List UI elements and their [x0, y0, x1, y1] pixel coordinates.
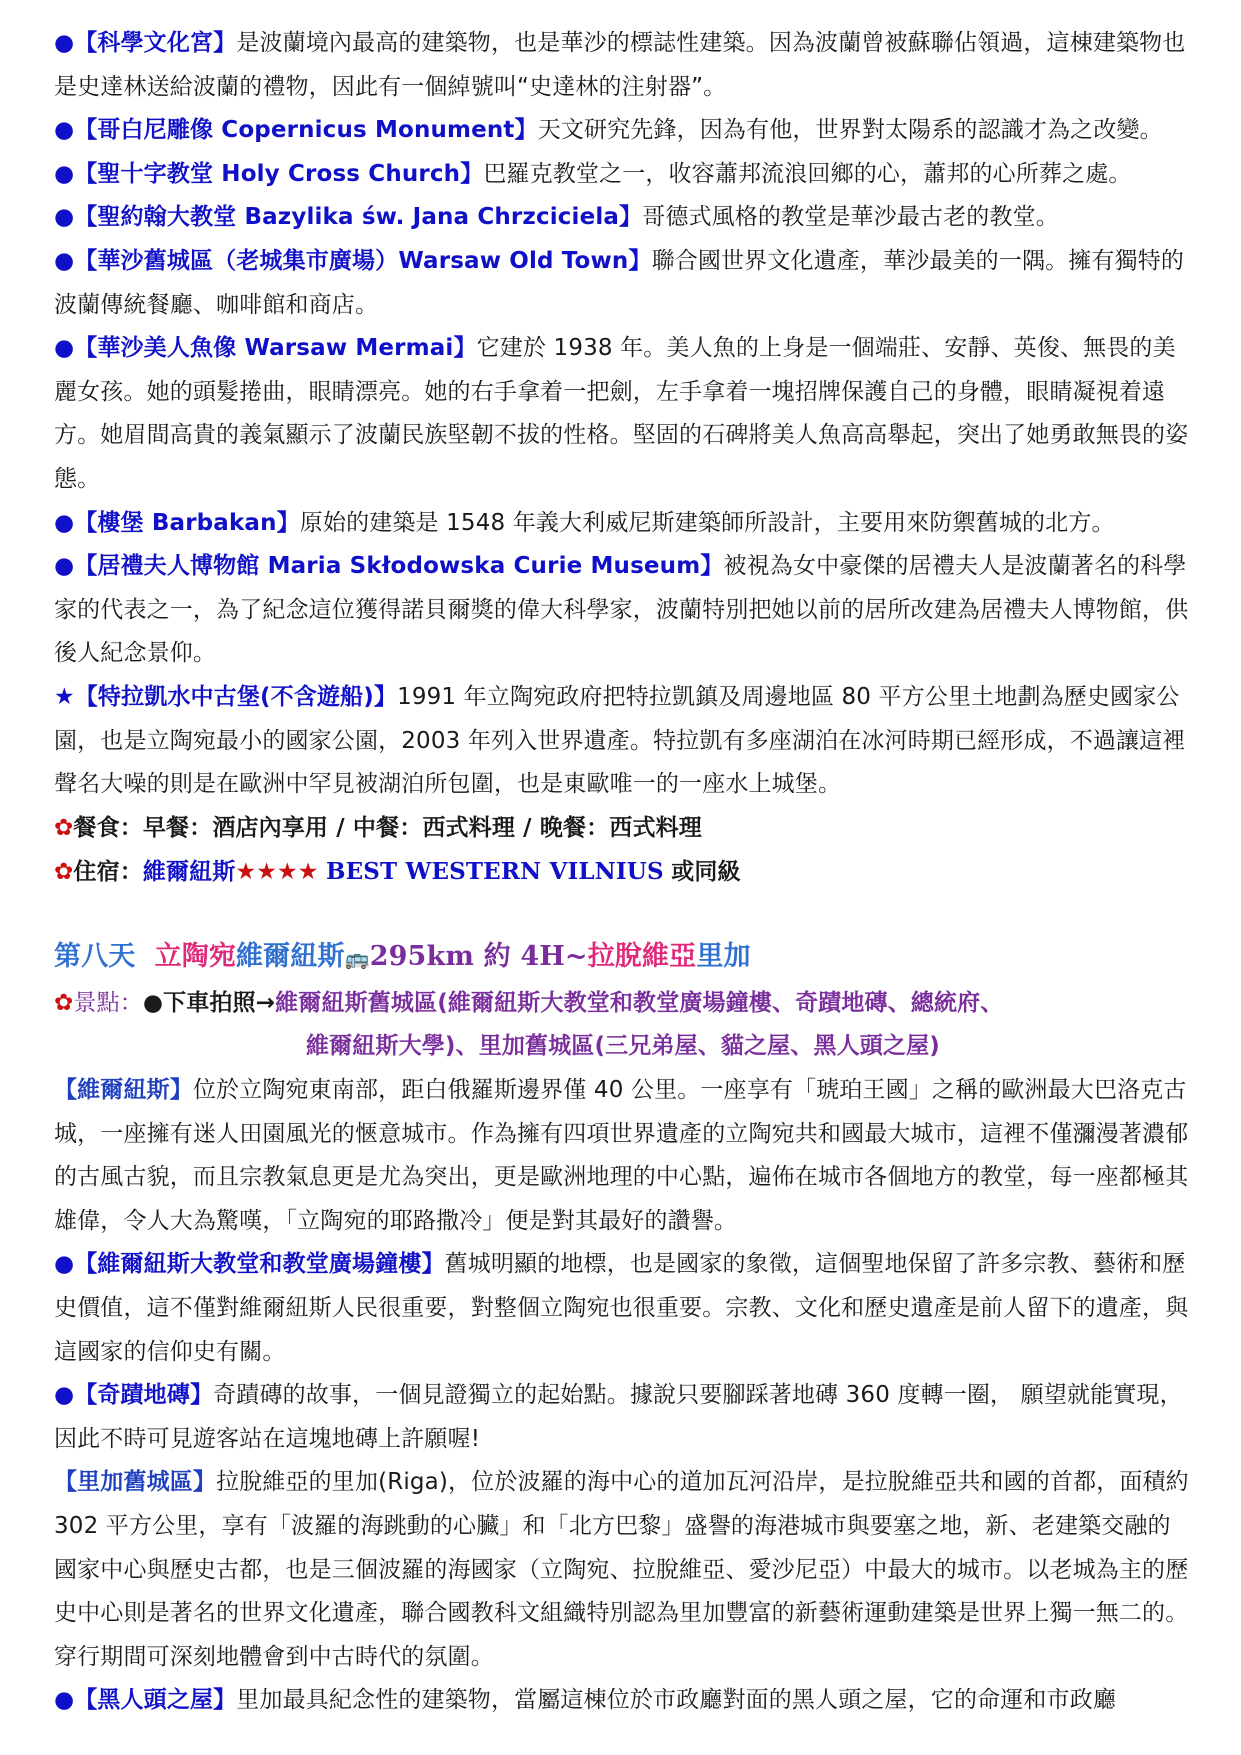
- sight-title: 【聖約翰大教堂 Bazylika św. Jana Chrzciciela】: [74, 204, 643, 231]
- flower-icon: ✿: [54, 859, 74, 886]
- bullet-icon: ●: [54, 553, 75, 580]
- day-distance: 295km 約 4H~: [369, 940, 588, 972]
- star-icon: ★: [54, 683, 75, 710]
- sights-line-2: [54, 1025, 1192, 1069]
- sight-title: 【華沙美人魚像 Warsaw Mermai】: [74, 335, 477, 362]
- sight-paragraph: [54, 1679, 1192, 1723]
- hotel-city: 維爾紐斯: [142, 859, 236, 886]
- sight-text: 巴羅克教堂之一，收容蕭邦流浪回鄉的心，蕭邦的心所葬之處。: [483, 160, 1132, 187]
- sight-paragraph: [54, 502, 1192, 546]
- sight-paragraph: [54, 327, 1192, 501]
- sight-paragraph: [54, 1069, 1192, 1243]
- sight-title: 【維爾紐斯】: [54, 1077, 193, 1104]
- arrow-icon: →: [255, 989, 276, 1016]
- sight-text: 里加最具紀念性的建築物，當屬這棟位於市政廳對面的黑人頭之屋，它的命運和市政廳: [236, 1687, 1116, 1714]
- sights-list-1: 維爾紐斯舊城區(維爾紐斯大教堂和教堂廣場鐘樓、奇蹟地磚、總統府、: [275, 989, 1004, 1016]
- day-label: 第八天: [54, 940, 136, 972]
- bullet-icon: ●: [54, 335, 75, 362]
- sight-text: 1991 年立陶宛政府把特拉凱鎮及周邊地區 80 平方公里土地劃為歷史國家公園，也是立陶宛最小的國家公園，2003 年列入世界遺產。特拉凱有多座湖泊在冰河時期已經形成，不過讓這裡聲名大噪的則是在歐洲中罕見被湖泊所包圍，也是東歐唯一的一座水上城堡。: [54, 683, 1186, 798]
- hotel-stars: ★★★★: [235, 859, 319, 886]
- bullet-icon: ●: [54, 160, 75, 187]
- sights-line: [54, 982, 1192, 1026]
- sight-title: 【里加舊城區】: [54, 1469, 217, 1496]
- sight-paragraph: [54, 676, 1192, 807]
- sight-title: 【奇蹟地磚】: [74, 1382, 214, 1409]
- bullet-icon: ●: [54, 204, 75, 231]
- sight-title: 【特拉凱水中古堡(不含遊船)】: [74, 683, 398, 710]
- sight-text: 它建於 1938 年。美人魚的上身是一個端莊、安靜、英俊、無畏的美麗女孩。她的頭髮捲曲，眼睛漂亮。她的右手拿着一把劍，左手拿着一塊招牌保護自己的身體，眼睛凝視着遠方。她眉間高貴的義氣顯示了波蘭民族堅韌不拔的性格。堅固的石碑將美人魚高高舉起，突出了她勇敢無畏的姿態。: [54, 335, 1189, 492]
- flower-icon: ✿: [54, 814, 74, 841]
- bullet-icon: ●: [54, 1687, 75, 1714]
- sight-paragraph: [54, 22, 1192, 109]
- bullet-icon: ●: [54, 1251, 75, 1278]
- sight-title: 【哥白尼雕像 Copernicus Monument】: [74, 117, 538, 144]
- sight-paragraph: [54, 545, 1192, 676]
- sight-text: 被視為女中豪傑的居禮夫人是波蘭著名的科學家的代表之一，為了紀念這位獲得諾貝爾獎的偉大科學家，波蘭特別把她以前的居所改建為居禮夫人博物館，供後人紀念景仰。: [54, 553, 1189, 667]
- sight-title: 【維爾紐斯大教堂和教堂廣場鐘樓】: [74, 1251, 445, 1278]
- sight-title: 【居禮夫人博物館 Maria Skłodowska Curie Museum】: [74, 553, 724, 580]
- sight-text: 天文研究先鋒，因為有他，世界對太陽系的認識才為之改變。: [537, 117, 1163, 144]
- sight-paragraph: [54, 153, 1192, 197]
- hotel-label: 住宿：: [73, 859, 143, 886]
- bullet-icon: ●: [54, 30, 75, 56]
- sight-title: 【樓堡 Barbakan】: [74, 509, 300, 536]
- sight-text: 是波蘭境內最高的建築物，也是華沙的標誌性建築。因為波蘭曾被蘇聯佔領過，這棟建築物也是史達林送給波蘭的禮物，因此有一個綽號叫“史達林的注射器”。: [54, 30, 1186, 100]
- sight-text: 舊城明顯的地標，也是國家的象徵，這個聖地保留了許多宗教、藝術和歷史價值，這不僅對維爾紐斯人民很重要，對整個立陶宛也很重要。宗教、文化和歷史遺產是前人留下的遺產，與這國家的信仰史有關。: [54, 1251, 1189, 1365]
- day-country-2: 拉脫維亞: [587, 940, 697, 972]
- bullet-icon: ●: [54, 117, 75, 144]
- meals-line: [54, 807, 1192, 851]
- sight-title: 【黑人頭之屋】: [74, 1687, 237, 1714]
- day-city-2: 里加: [696, 940, 751, 972]
- bullet-icon: ●: [54, 247, 75, 274]
- sights-list-2: 維爾紐斯大學)、里加舊城區(三兄弟屋、貓之屋、黑人頭之屋): [306, 1033, 940, 1060]
- sights-label: 景點：: [73, 989, 143, 1016]
- hotel-line: [54, 850, 1192, 895]
- sight-paragraph: [54, 240, 1192, 327]
- sight-text: 原始的建築是 1548 年義大利威尼斯建築師所設計，主要用來防禦舊城的北方。: [299, 509, 1115, 536]
- sight-text: 拉脫維亞的里加(Riga)，位於波羅的海中心的道加瓦河沿岸，是拉脫維亞共和國的首都，面積約 302 平方公里，享有「波羅的海跳動的心臟」和「北方巴黎」盛譽的海港城市與要塞之地，新、老建築交融的國家中心與歷史古都，也是三個波羅的海國家（立陶宛、拉脫維亞、愛沙尼亞）中最大的城市。以老城為主的歷史中心則是著名的世界文化遺產，聯合國教科文組織特別認為里加豐富的新藝術運動建築是世界上獨一無二的。穿行期間可深刻地體會到中古時代的氛圍。: [54, 1469, 1189, 1670]
- sight-paragraph: [54, 196, 1192, 240]
- hotel-suffix: 或同級: [671, 859, 741, 886]
- sight-paragraph: [54, 1243, 1192, 1374]
- itinerary-page: [54, 22, 1192, 1723]
- sight-text: 位於立陶宛東南部，距白俄羅斯邊界僅 40 公里。一座享有「琥珀王國」之稱的歐洲最大巴洛克古城，一座擁有迷人田園風光的愜意城市。作為擁有四項世界遺產的立陶宛共和國最大城市，這裡不僅瀰漫著濃郁的古風古貌，而且宗教氣息更是尤為突出，更是歐洲地理的中心點，遍佈在城市各個地方的教堂，每一座都極其雄偉，令人大為驚嘆，「立陶宛的耶路撒冷」便是對其最好的讚譽。: [54, 1077, 1189, 1234]
- sight-text: 聯合國世界文化遺產，華沙最美的一隅。擁有獨特的波蘭傳統餐廳、咖啡館和商店。: [54, 247, 1185, 318]
- bullet-icon: ●: [142, 989, 164, 1016]
- sight-title: 【科學文化宮】: [74, 30, 237, 56]
- sight-title: 【聖十字教堂 Holy Cross Church】: [74, 160, 484, 187]
- bullet-icon: ●: [54, 509, 75, 536]
- sights-photo: 下車拍照: [163, 989, 256, 1016]
- sight-paragraph: [54, 1374, 1192, 1461]
- sight-title: 【華沙舊城區（老城集市廣場）Warsaw Old Town】: [74, 247, 652, 274]
- meals-text: 餐食：早餐：酒店內享用 / 中餐：西式料理 / 晚餐：西式料理: [73, 814, 702, 841]
- hotel-name: BEST WESTERN VILNIUS: [326, 858, 664, 886]
- sight-paragraph: [54, 109, 1192, 153]
- bus-icon: 🚌: [344, 945, 370, 970]
- bullet-icon: ●: [54, 1382, 75, 1409]
- sight-text: 哥德式風格的教堂是華沙最古老的教堂。: [642, 204, 1059, 231]
- sight-paragraph: [54, 1461, 1192, 1679]
- day-city-1: 維爾紐斯: [236, 940, 345, 972]
- day-country-1: 立陶宛: [154, 940, 237, 972]
- sight-text: 奇蹟磚的故事，一個見證獨立的起始點。據說只要腳踩著地磚 360 度轉一圈， 願望就能實現，因此不時可見遊客站在這塊地磚上許願喔!: [54, 1382, 1183, 1452]
- flower-icon: ✿: [54, 989, 74, 1016]
- day-heading: [54, 933, 1192, 982]
